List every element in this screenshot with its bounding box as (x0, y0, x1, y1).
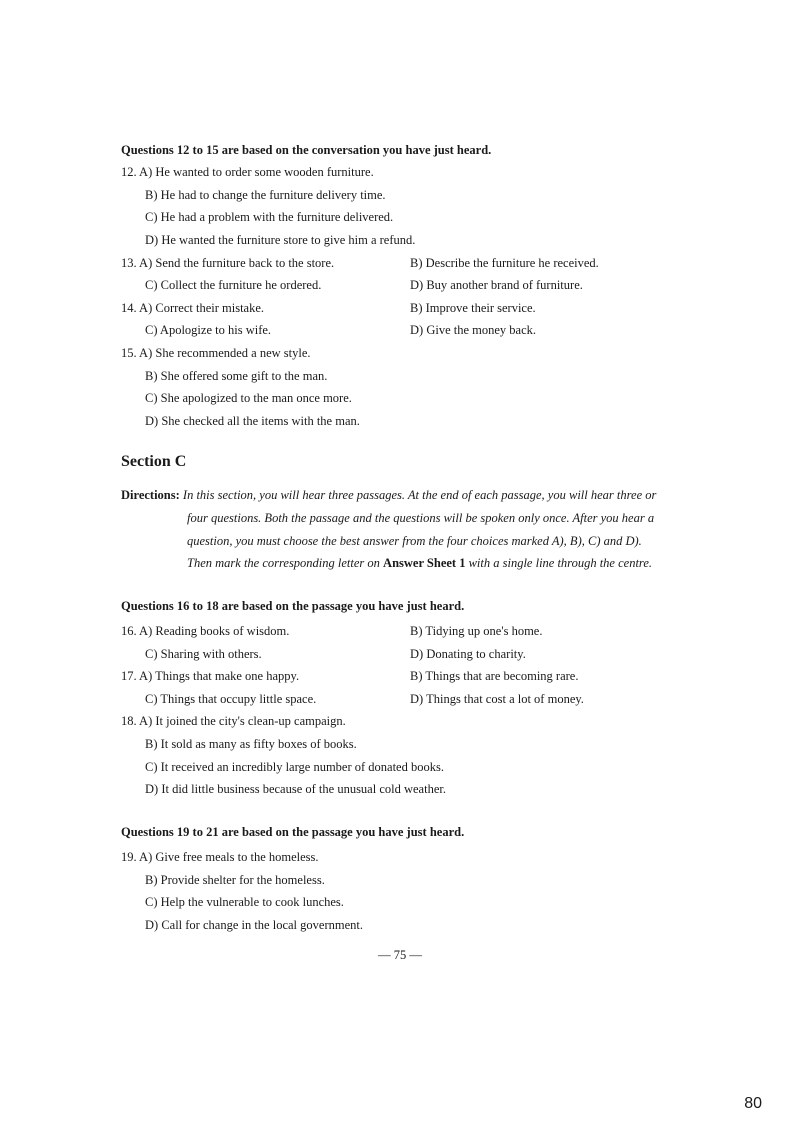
directions-label: Directions: (121, 488, 180, 502)
directions-text-4-post: with a single line through the centre. (468, 556, 653, 570)
q12-option-a: 12. A) He wanted to order some wooden furniture. (121, 165, 374, 179)
q13-option-c: C) Collect the furniture he ordered. (145, 278, 322, 292)
q12-option-b: B) He had to change the furniture delivery time. (145, 188, 386, 202)
q17-option-a: 17. A) Things that make one happy. (121, 669, 300, 683)
directions-line-3: question, you must choose the best answer from the four choices marked A), B), C) and D). (187, 534, 642, 548)
q14-option-c: C) Apologize to his wife. (145, 323, 272, 337)
q16-option-c: C) Sharing with others. (145, 647, 262, 661)
q17-option-c: C) Things that occupy little space. (145, 692, 317, 706)
directions-text-4-pre: Then mark the corresponding letter on (187, 556, 380, 570)
q13-option-a: 13. A) Send the furniture back to the store. (121, 256, 335, 270)
questions-16-18-heading: Questions 16 to 18 are based on the passage you have just heard. (121, 599, 465, 613)
q12-option-c: C) He had a problem with the furniture delivered. (145, 210, 394, 224)
page-number: 80 (744, 1095, 762, 1112)
q14-option-a: 14. A) Correct their mistake. (121, 301, 265, 315)
answer-sheet-label: Answer Sheet 1 (383, 556, 466, 570)
page-footer: — 75 — (378, 948, 422, 962)
directions-line-1 (121, 487, 656, 503)
section-c-title: Section C (121, 453, 187, 470)
q18-option-d: D) It did little business because of the unusual cold weather. (145, 782, 446, 796)
q15-option-a: 15. A) She recommended a new style. (121, 346, 311, 360)
questions-19-21-heading: Questions 19 to 21 are based on the passage you have just heard. (121, 825, 465, 839)
q13-option-b: B) Describe the furniture he received. (410, 256, 599, 270)
q16-option-a: 16. A) Reading books of wisdom. (121, 624, 290, 638)
q17-option-d: D) Things that cost a lot of money. (410, 692, 584, 706)
q19-option-c: C) Help the vulnerable to cook lunches. (145, 895, 344, 909)
q18-option-b: B) It sold as many as fifty boxes of books. (145, 737, 357, 751)
directions-line-2: four questions. Both the passage and the questions will be spoken only once. After you hear a (187, 511, 655, 525)
q16-option-d: D) Donating to charity. (410, 647, 526, 661)
questions-12-15-heading: Questions 12 to 15 are based on the conversation you have just heard. (121, 143, 492, 157)
q15-option-c: C) She apologized to the man once more. (145, 391, 352, 405)
q14-option-b: B) Improve their service. (410, 301, 536, 315)
q18-option-a: 18. A) It joined the city's clean-up campaign. (121, 714, 346, 728)
q15-option-d: D) She checked all the items with the man. (145, 414, 360, 428)
q19-option-a: 19. A) Give free meals to the homeless. (121, 850, 319, 864)
q12-option-d: D) He wanted the furniture store to give him a refund. (145, 233, 416, 247)
q16-option-b: B) Tidying up one's home. (410, 624, 543, 638)
q13-option-d: D) Buy another brand of furniture. (410, 278, 583, 292)
q19-option-b: B) Provide shelter for the homeless. (145, 873, 325, 887)
q18-option-c: C) It received an incredibly large number of donated books. (145, 760, 444, 774)
q17-option-b: B) Things that are becoming rare. (410, 669, 579, 683)
q15-option-b: B) She offered some gift to the man. (145, 369, 328, 383)
directions-line-4 (187, 555, 652, 571)
q14-option-d: D) Give the money back. (410, 323, 537, 337)
directions-text-1: In this section, you will hear three passages. At the end of each passage, you will hear three or (182, 488, 657, 502)
q19-option-d: D) Call for change in the local government. (145, 918, 363, 932)
